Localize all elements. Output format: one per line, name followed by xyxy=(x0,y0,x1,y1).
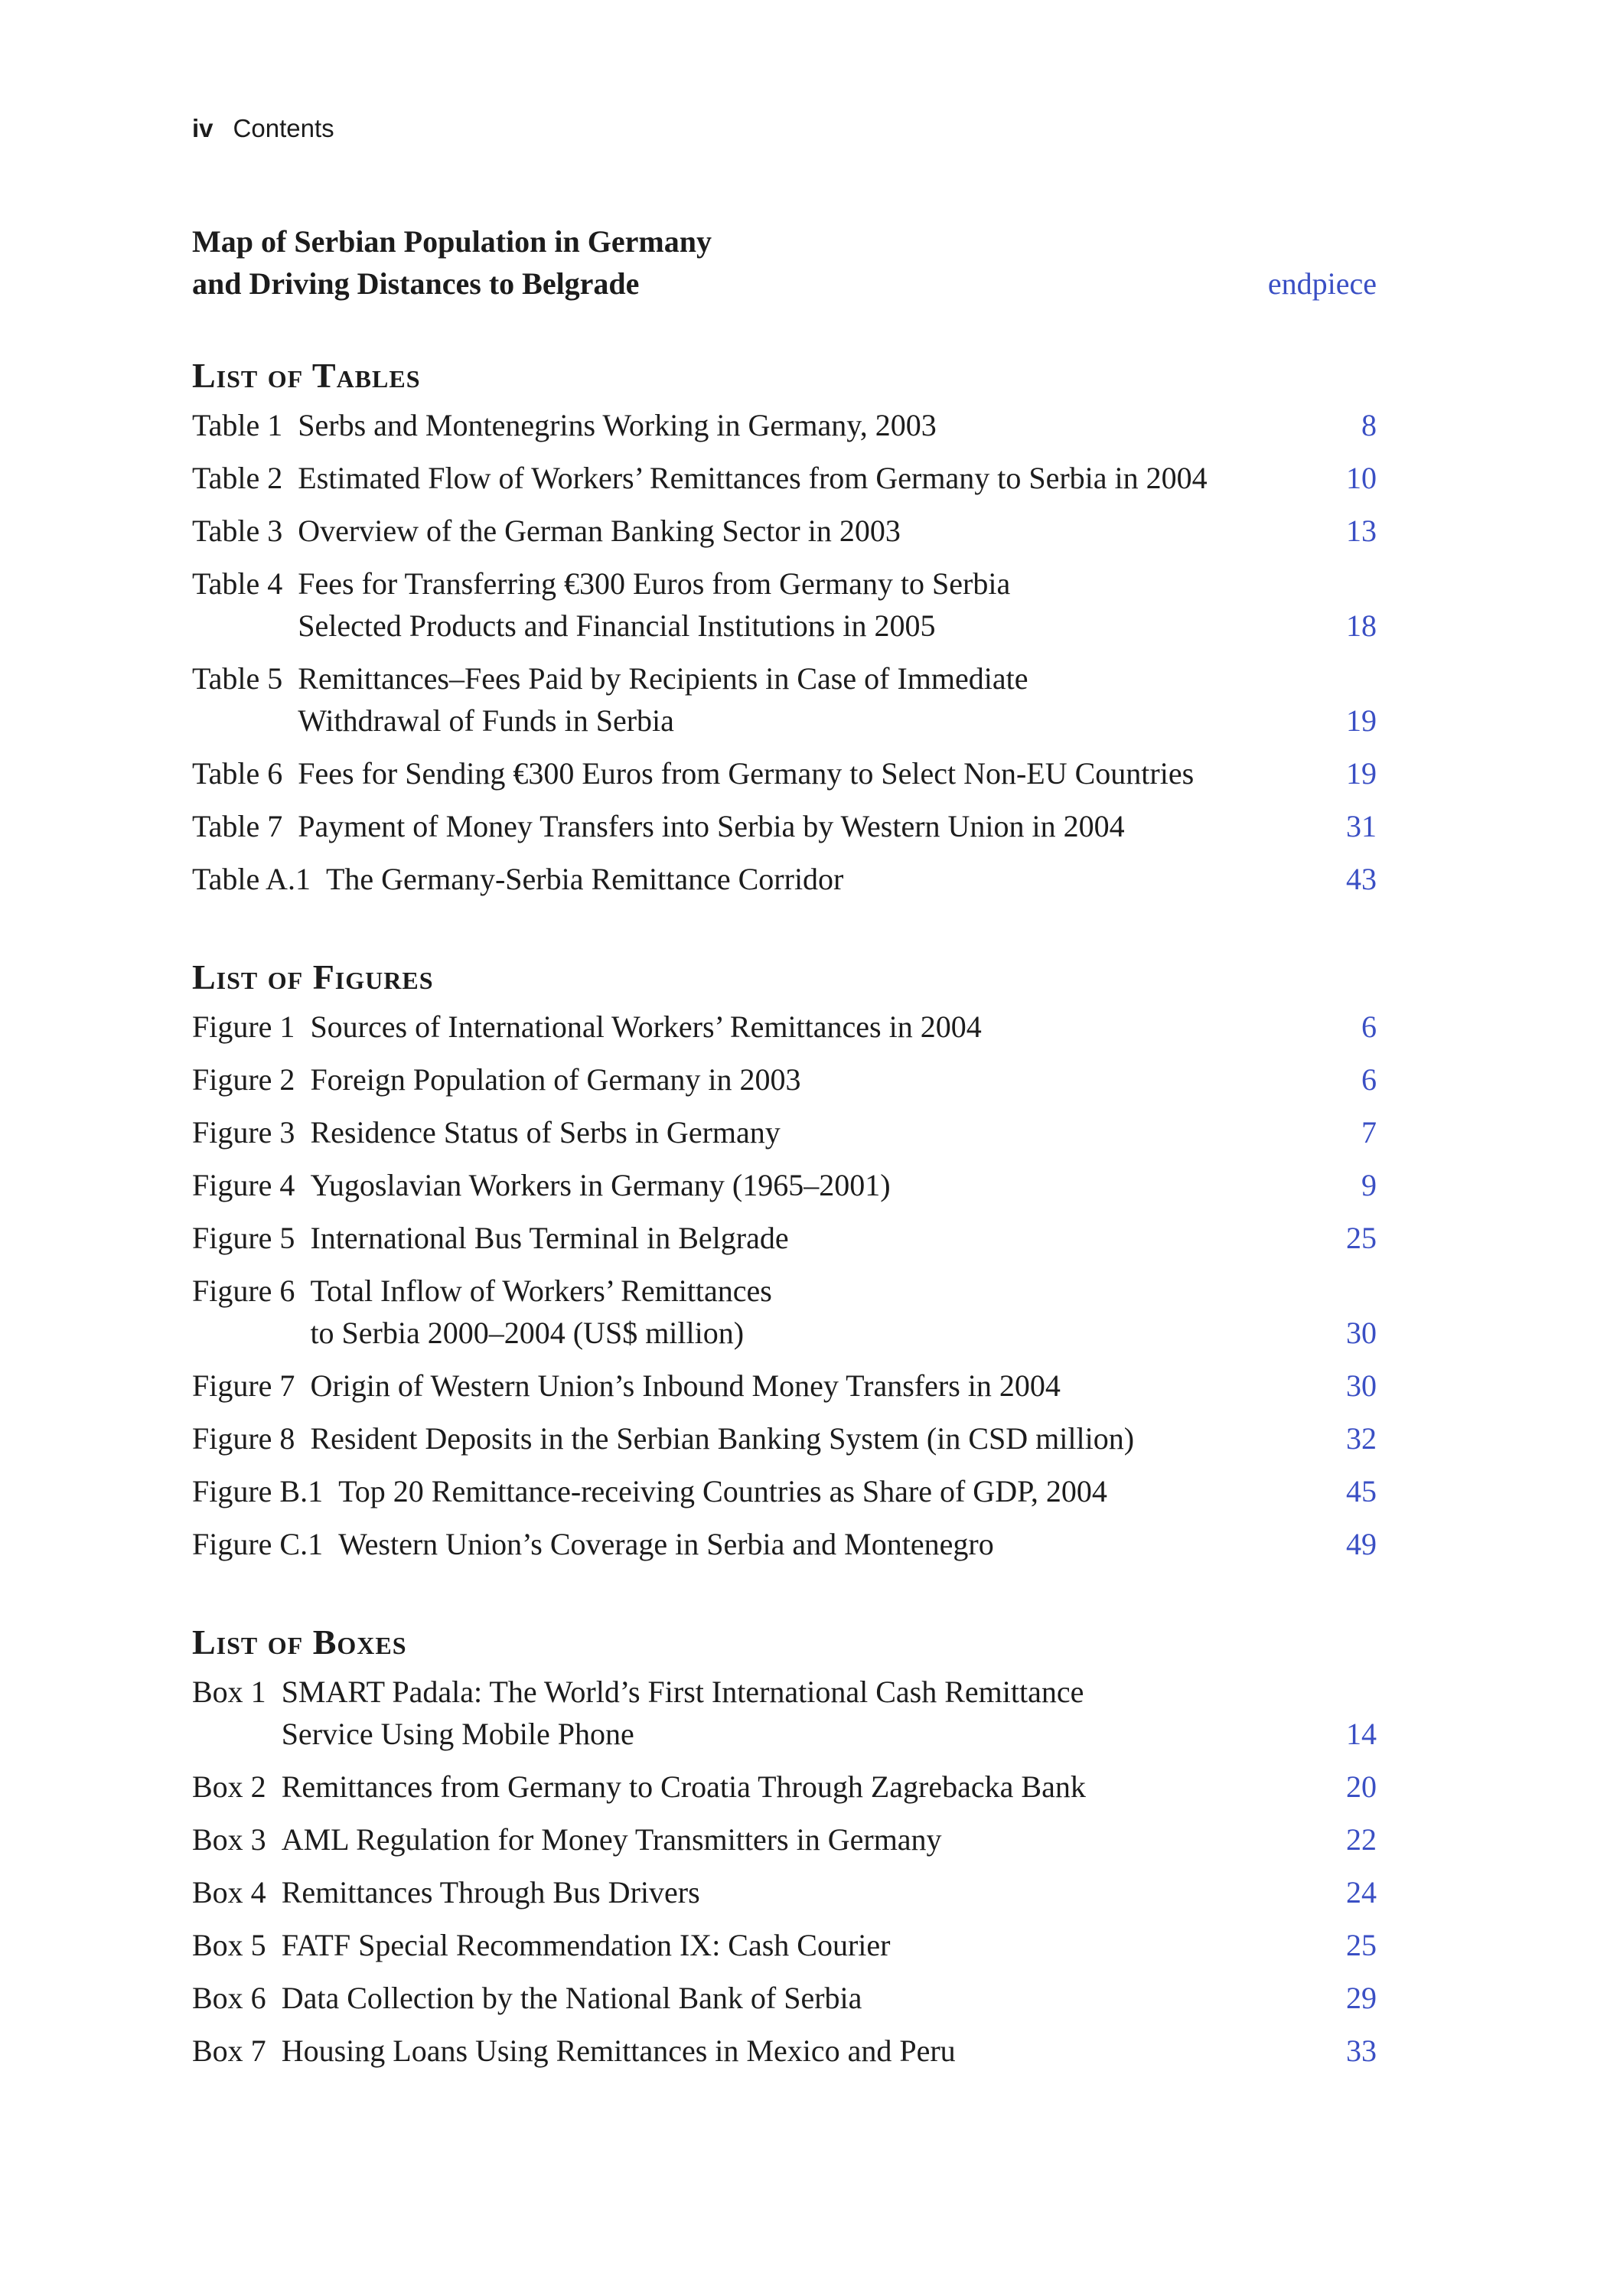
figure-entry-page-link[interactable]: 30 xyxy=(1346,1316,1377,1350)
table-entry-label: Table 5 xyxy=(192,661,283,696)
list-of-figures-heading: List of Figures xyxy=(192,957,434,996)
box-entry-title: Remittances from Germany to Croatia Through Zagrebacka Bank xyxy=(281,1769,1086,1804)
figure-entry-title: Origin of Western Union’s Inbound Money Transfers in 2004 xyxy=(310,1368,1061,1403)
table-entry-label: Table 7 xyxy=(192,809,283,843)
figure-entry-line xyxy=(192,1365,1292,1407)
figure-entry[interactable] xyxy=(192,1523,1377,1565)
table-entry-page-link[interactable]: 19 xyxy=(1346,756,1377,791)
table-entry[interactable] xyxy=(192,858,1377,900)
box-entry-line xyxy=(192,2030,1292,2072)
figure-entry-label: Figure 8 xyxy=(192,1421,295,1456)
figure-entry-page-link[interactable]: 9 xyxy=(1361,1168,1377,1202)
box-entry-title: Housing Loans Using Remittances in Mexico and Peru xyxy=(281,2033,956,2068)
figure-entry-line xyxy=(192,1417,1292,1459)
list-of-figures xyxy=(192,955,1377,1576)
box-entry[interactable] xyxy=(192,1924,1377,1966)
table-entry-page-link[interactable]: 18 xyxy=(1346,608,1377,643)
figure-entry-line xyxy=(192,1523,1292,1565)
box-entry-page-link[interactable]: 24 xyxy=(1346,1875,1377,1910)
figure-entry[interactable] xyxy=(192,1470,1377,1512)
figure-entry-label: Figure 5 xyxy=(192,1221,295,1255)
box-entry-title: Remittances Through Bus Drivers xyxy=(281,1875,700,1910)
table-entry-page-link[interactable]: 31 xyxy=(1346,809,1377,843)
figure-entry[interactable] xyxy=(192,1365,1377,1407)
table-entry[interactable] xyxy=(192,404,1377,446)
table-entry-title: Payment of Money Transfers into Serbia by Western Union in 2004 xyxy=(298,809,1125,843)
table-entry-title: Remittances–Fees Paid by Recipients in Case of Immediate xyxy=(298,661,1028,696)
table-entry-page-link[interactable]: 8 xyxy=(1361,408,1377,442)
box-entry-label: Box 7 xyxy=(192,2033,266,2068)
table-entry-title: Serbs and Montenegrins Working in Germany, 2003 xyxy=(298,408,937,442)
table-entry-title: Fees for Sending €300 Euros from Germany to Select Non-EU Countries xyxy=(298,756,1195,791)
table-entry-page-link[interactable]: 19 xyxy=(1346,703,1377,738)
box-entry-page-link[interactable]: 22 xyxy=(1346,1822,1377,1857)
figure-entry-title: International Bus Terminal in Belgrade xyxy=(310,1221,789,1255)
figure-entry-page-link[interactable]: 32 xyxy=(1346,1421,1377,1456)
figure-entry[interactable] xyxy=(192,1270,1377,1354)
box-entry-label: Box 4 xyxy=(192,1875,266,1910)
box-entry-label: Box 3 xyxy=(192,1822,266,1857)
box-entry-label: Box 5 xyxy=(192,1928,266,1962)
figure-entry-title: Top 20 Remittance-receiving Countries as Share of GDP, 2004 xyxy=(338,1474,1107,1508)
page-folio: iv xyxy=(192,114,214,142)
box-entry-title-continued: Service Using Mobile Phone xyxy=(281,1717,634,1751)
box-entry[interactable] xyxy=(192,1871,1377,1913)
table-entry[interactable] xyxy=(192,657,1377,742)
box-entry-page-link[interactable]: 14 xyxy=(1346,1717,1377,1751)
table-entry-title-continued: Selected Products and Financial Institutions in 2005 xyxy=(298,608,936,643)
table-entry[interactable] xyxy=(192,510,1377,552)
table-entry[interactable] xyxy=(192,457,1377,499)
figure-entry-label: Figure 3 xyxy=(192,1115,295,1150)
table-entry-line xyxy=(192,404,1292,446)
box-entry-line xyxy=(192,1766,1292,1808)
table-entry-label: Table 6 xyxy=(192,756,283,791)
running-head-title: Contents xyxy=(233,114,334,142)
figure-entry[interactable] xyxy=(192,1006,1377,1048)
list-of-boxes xyxy=(192,1620,1377,2082)
map-entry-title-line1: Map of Serbian Population in Germany xyxy=(192,224,712,259)
table-entry-line xyxy=(192,805,1292,847)
box-entry[interactable] xyxy=(192,1766,1377,1808)
running-head xyxy=(192,112,334,145)
box-entry-line xyxy=(192,1871,1292,1913)
box-entry[interactable] xyxy=(192,1977,1377,2019)
list-of-boxes-heading: List of Boxes xyxy=(192,1623,407,1662)
box-entry-label: Box 2 xyxy=(192,1769,266,1804)
table-entry-line xyxy=(192,752,1292,794)
table-entry[interactable] xyxy=(192,563,1377,647)
map-entry-page-link[interactable]: endpiece xyxy=(1267,266,1377,301)
table-entry[interactable] xyxy=(192,805,1377,847)
box-entry-line xyxy=(192,1671,1292,1713)
box-entry-page-link[interactable]: 25 xyxy=(1346,1928,1377,1962)
box-entry-page-link[interactable]: 29 xyxy=(1346,1981,1377,2015)
box-entry-page-link[interactable]: 20 xyxy=(1346,1769,1377,1804)
map-entry[interactable] xyxy=(192,220,1377,305)
box-entry-title: SMART Padala: The World’s First International Cash Remittance xyxy=(281,1675,1084,1709)
figure-entry-page-link[interactable]: 7 xyxy=(1361,1115,1377,1150)
box-entry[interactable] xyxy=(192,1671,1377,1755)
figure-entry-label: Figure 6 xyxy=(192,1274,295,1308)
figure-entry[interactable] xyxy=(192,1111,1377,1153)
table-entry-line xyxy=(192,457,1292,499)
table-entry[interactable] xyxy=(192,752,1377,794)
box-entry-title: FATF Special Recommendation IX: Cash Courier xyxy=(281,1928,891,1962)
box-entry-page-link[interactable]: 33 xyxy=(1346,2033,1377,2068)
figure-entry-page-link[interactable]: 30 xyxy=(1346,1368,1377,1403)
table-entry-page-link[interactable]: 10 xyxy=(1346,461,1377,495)
table-entry-title-continued: Withdrawal of Funds in Serbia xyxy=(298,703,674,738)
table-entry-label: Table 1 xyxy=(192,408,283,442)
figure-entry-line xyxy=(192,1470,1292,1512)
box-entry-line xyxy=(192,1924,1292,1966)
figure-entry-line xyxy=(192,1006,1292,1048)
table-entry-line xyxy=(192,657,1292,700)
figure-entry-title: Resident Deposits in the Serbian Banking System (in CSD million) xyxy=(310,1421,1135,1456)
figure-entry-page-link[interactable]: 49 xyxy=(1346,1527,1377,1561)
table-entry-label: Table A.1 xyxy=(192,862,311,896)
figure-entry[interactable] xyxy=(192,1164,1377,1206)
figure-entry-page-link[interactable]: 6 xyxy=(1361,1009,1377,1044)
table-entry-title: Fees for Transferring €300 Euros from Germany to Serbia xyxy=(298,566,1011,601)
table-entry-label: Table 4 xyxy=(192,566,283,601)
figure-entry-title: Total Inflow of Workers’ Remittances xyxy=(310,1274,772,1308)
figure-entry-title: Residence Status of Serbs in Germany xyxy=(310,1115,781,1150)
list-of-tables xyxy=(192,354,1377,911)
figure-entry-label: Figure C.1 xyxy=(192,1527,324,1561)
table-entry-label: Table 3 xyxy=(192,514,283,548)
table-entry-label: Table 2 xyxy=(192,461,283,495)
figure-entry-title: Yugoslavian Workers in Germany (1965–2001) xyxy=(310,1168,891,1202)
figure-entry-page-link[interactable]: 45 xyxy=(1346,1474,1377,1508)
table-entry-title: Overview of the German Banking Sector in 2003 xyxy=(298,514,901,548)
figure-entry-page-link[interactable]: 6 xyxy=(1361,1062,1377,1097)
figure-entry-line xyxy=(192,1111,1292,1153)
table-entry-page-link[interactable]: 43 xyxy=(1346,862,1377,896)
map-entry-title-line2: and Driving Distances to Belgrade xyxy=(192,266,640,301)
table-entry-page-link[interactable]: 13 xyxy=(1346,514,1377,548)
box-entry-line xyxy=(192,1977,1292,2019)
list-of-tables-heading: List of Tables xyxy=(192,356,421,395)
figure-entry-line xyxy=(192,1058,1292,1101)
figure-entry-label: Figure 2 xyxy=(192,1062,295,1097)
box-entry-label: Box 6 xyxy=(192,1981,266,2015)
figure-entry-line xyxy=(192,1164,1292,1206)
box-entry-title: Data Collection by the National Bank of Serbia xyxy=(281,1981,862,2015)
figure-entry-line xyxy=(192,1217,1292,1259)
figure-entry-label: Figure 7 xyxy=(192,1368,295,1403)
figure-entry[interactable] xyxy=(192,1058,1377,1101)
figure-entry-title: Western Union’s Coverage in Serbia and Montenegro xyxy=(338,1527,994,1561)
figure-entry-title: Foreign Population of Germany in 2003 xyxy=(310,1062,801,1097)
figure-entry-line xyxy=(192,1270,1292,1312)
box-entry[interactable] xyxy=(192,2030,1377,2072)
table-entry-line xyxy=(192,563,1292,605)
figure-entry-label: Figure 4 xyxy=(192,1168,295,1202)
figure-entry-title-continued: to Serbia 2000–2004 (US$ million) xyxy=(310,1316,745,1350)
figure-entry-label: Figure B.1 xyxy=(192,1474,324,1508)
figure-entry-page-link[interactable]: 25 xyxy=(1346,1221,1377,1255)
table-entry-line xyxy=(192,858,1292,900)
table-entry-title: Estimated Flow of Workers’ Remittances from Germany to Serbia in 2004 xyxy=(298,461,1208,495)
figure-entry-title: Sources of International Workers’ Remittances in 2004 xyxy=(310,1009,982,1044)
table-entry-line xyxy=(192,510,1292,552)
box-entry-label: Box 1 xyxy=(192,1675,266,1709)
figure-entry-label: Figure 1 xyxy=(192,1009,295,1044)
box-entry-title: AML Regulation for Money Transmitters in Germany xyxy=(281,1822,942,1857)
box-entry[interactable] xyxy=(192,1818,1377,1861)
box-entry-line xyxy=(192,1818,1292,1861)
table-entry-title: The Germany-Serbia Remittance Corridor xyxy=(325,862,844,896)
figure-entry[interactable] xyxy=(192,1417,1377,1459)
figure-entry[interactable] xyxy=(192,1217,1377,1259)
